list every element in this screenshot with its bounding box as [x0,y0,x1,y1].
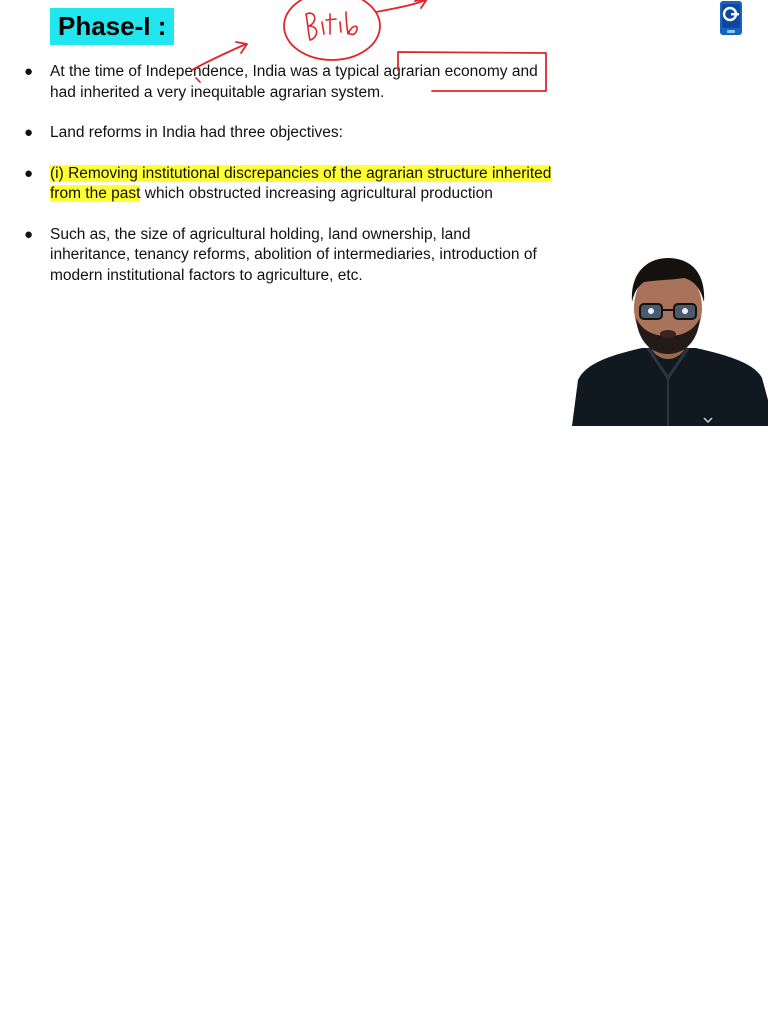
bullet-dot-icon: ● [24,164,34,182]
bullet-item [22,62,552,103]
annotation-arrowhead-left [236,42,247,53]
annotation-circle [284,0,380,60]
brand-logo-icon [719,0,743,36]
bullet-text: Land reforms in India had three objectives: [50,124,343,141]
annotation-arrow-right [376,0,426,12]
annotation-arrowhead-right [415,0,427,8]
bullet-item [22,164,552,205]
highlighted-text: (i) Removing institutional discrepancies of the agrarian structure inherited from the past [50,164,552,202]
bullet-item [22,225,552,287]
slide-heading: Phase-I : [50,8,174,45]
annotation-scribble [306,12,357,40]
bullet-text: At the time of Independence, India was a typical agrarian economy and had inherited a very inequitable agrarian system. [50,63,538,101]
bullet-text: which obstructed increasing agricultural production [140,185,493,202]
bullet-dot-icon: ● [24,63,34,80]
bullet-list [22,62,552,286]
presenter-video [572,250,768,426]
bullet-dot-icon: ● [24,225,34,243]
bullet-dot-icon: ● [24,124,34,141]
bullet-text: Such as, the size of agricultural holding, land ownership, land inheritance, tenancy reforms, abolition of intermediaries, introduction of modern institutional factors to agriculture, etc. [50,225,537,284]
bullet-item [22,123,552,144]
